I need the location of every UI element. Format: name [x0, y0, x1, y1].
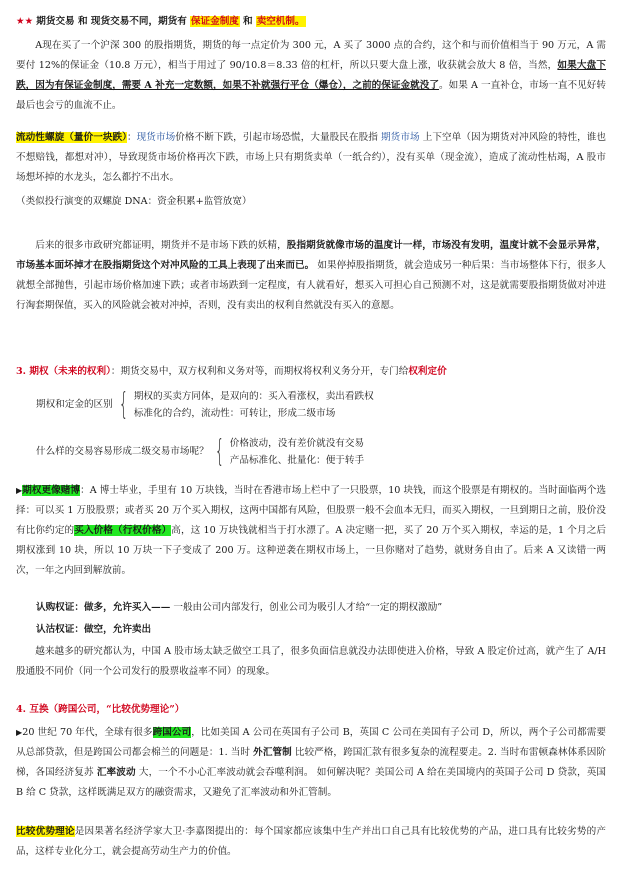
paragraph-short-tools: 越来越多的研究都认为，中国 A 股市场太缺乏做空工具了，很多负面信息就没办法即使进入价格，导致 A 股定价过高，就产生了 A/H 股通股不同价（同一个公司发行的股票收益率不同）的现象。: [16, 646, 606, 677]
text-run: A现在买了一个沪深 300 的股指期货，期货的每一点定价为 300 元，A 买了 3000 点的合约，这个和与而价值相当于 90 万元，A 需要付 12%的保证金（10.8 万元），相当于用过了 90/10.8＝8.33 倍的杠杆，所以只要大盘上涨，收获就会放大 8 倍，当然，: [16, 40, 606, 71]
highlight-liquidity-spiral: 流动性螺旋（量价一块跌）: [16, 132, 127, 143]
text-run: ：A 博士毕业，手里有 10 万块钱，当时在香港市场上栏中了一只股票，10 块钱，而这个股票是有期权的。当时面临两个选择：可以买 1 万股股票；或者买 20 万个买入期权，这两中国都有风险，但股票一般不会血本无归，而买入期权，一旦到期日之前，股价没有比你约定的: [16, 485, 606, 536]
text-run: 20 世纪 70 年代，全球有很多: [22, 727, 153, 738]
highlight-options-gamble: 期权更像赌博: [22, 485, 81, 496]
section-number: 4.: [16, 704, 27, 715]
bold-thermometer: 股指期货就像市场的温度计一样，市场没有发明，温度计就不会显示异常，市场基本面坏掉才在股指期货这个对冲风险的工具上表现了出来而已。: [16, 240, 607, 271]
text-run: 高，这 10 万块钱就相当于打水漂了。A 决定赌一把，买了 20 万个买入期权，幸运的是，1 个月之后期权涨到 10 块，所以 10 万块一下子变成了 200 万。这种逆袭在期权市场上，一旦你赌对了趋势，就财务自由了。后来 A 又读错一两次，一年之内回到解放前。: [16, 525, 607, 576]
text-run: 如何解决呢？美国公司 A 给在美国境内的英国子公司 D 贷款，英国 B 给 C 贷款，这样既满足双方的融资需求，又避免了汇率波动和外汇管制。: [16, 767, 607, 798]
highlight-comparative-advantage: 比较优势理论: [16, 826, 75, 837]
brace-item: 价格波动，没有差价就没有交易: [229, 438, 365, 449]
section-futures-heading: [16, 12, 606, 32]
brace-item: 标准化的合约，流动性：可转让，形成二级市场: [133, 408, 336, 419]
text-run: 大，一个不小心汇率波动就会吞噬利润。: [138, 767, 314, 778]
warrant-call-text: 一般由公司内部发行，创业公司为吸引人才给“一定的期权激励”: [173, 602, 443, 613]
section-number: 3.: [16, 366, 27, 377]
heading-pricing: 权利定价: [408, 366, 447, 377]
term-futures-market: 期货市场: [381, 132, 420, 143]
warrant-put: 认沽权证：做空，允许卖出: [36, 624, 152, 635]
triangle-bullet-icon: ▶: [16, 486, 23, 495]
text-run: 是因果著名经济学家大卫·李嘉图提出的：每个国家都应该集中生产并出口自己具有比较优势的产品，进口具有比较劣势的产品，这样专业化分工，就会提高劳动生产力的价值。: [16, 826, 606, 857]
text-run: 价格不断下跌，引起市场恐慌，大量股民在股指: [175, 132, 378, 143]
text-run: ，比如美国 A 公司在英国有子公司 B，英国 C 公司在美国有子公司 D，所以，两个子公司都需要从总部贷款，但是跨国公司都会棉兰的问题是：1. 当时: [16, 727, 606, 758]
paragraph-comparative-advantage: [16, 822, 606, 862]
highlight-short-selling: 卖空机制。: [256, 16, 305, 27]
text-run: ：: [127, 132, 137, 143]
star-icon: ★★: [16, 16, 34, 27]
paragraph-thermometer: [16, 236, 606, 316]
text-run: 比较严格，跨国汇款有很多复杂的流程要走。2. 当时布雷顿森林体系因阶梯，各国经济复苏: [16, 747, 607, 778]
paragraph-swap: [16, 723, 606, 803]
term-spot-market: 现货市场: [136, 132, 176, 143]
text-run: 后来的很多市政研究都证明，期货并不是市场下跌的妖精，: [35, 240, 287, 251]
heading-and: 和: [242, 16, 253, 27]
note-dna: （类似投行演变的双螺旋 DNA：资金积累+监管放宽）: [16, 196, 252, 207]
text-run: 如果停掉股指期货，就会造成另一种后果：当市场整体下行，很多人就想全部抛售，引起市场价格加速下跌；或者市场跌到一定程度，有人就看好，想买入可担心自己预测不对，这是就需要股指期货做对冲进行淘套期保值，买入的风险就会被对冲掉，否则，没有卖出的权利自然就没有买入的意愿。: [16, 260, 606, 311]
heading-text: 期权（未来的权利）: [29, 366, 111, 377]
brace-label: 期权和定金的区别: [36, 399, 113, 410]
brace-items: [230, 435, 364, 469]
paragraph-options-gamble: [16, 481, 606, 581]
brace-secondary-market: [36, 435, 364, 469]
highlight-strike-price: 买入价格（行权价格）: [74, 525, 172, 536]
brace-icon: {: [118, 387, 129, 422]
brace-item: 期权的买卖方同体，是双向的：买入看涨权，卖出看跌权: [133, 391, 374, 402]
brace-icon: {: [214, 434, 225, 469]
triangle-bullet-icon: ▶: [16, 728, 23, 737]
brace-items: [134, 388, 374, 422]
warrant-call: [36, 598, 606, 618]
highlight-multinational: 跨国公司: [152, 727, 192, 738]
highlight-margin-system: 保证金制度: [190, 16, 239, 27]
bold-fx-volatility: 汇率波动: [96, 767, 136, 778]
warrant-call-label: 认购权证：做多，允许买入——: [36, 602, 171, 613]
brace-options-vs-deposit: [36, 388, 374, 422]
section-options-heading: [16, 362, 606, 382]
heading-desc: ：期货交易中，双方权利和义务对等，而期权将权利义务分开，专门给: [110, 366, 409, 377]
brace-label: 什么样的交易容易形成二级交易市场呢？: [36, 446, 209, 457]
bold-fx-control: 外汇管制: [253, 747, 292, 758]
paragraph-liquidity-spiral: [16, 128, 606, 188]
underlined-warning: 如果大盘下跌，因为有保证金制度，需要 A 补充一定数额，如果不补就强行平仓（爆仓），之前的保证金就没了: [16, 60, 607, 91]
text-run: 。如果 A 一直补仓，市场一直不见好转最后也会亏的血流不止。: [16, 80, 606, 111]
section-swap-heading: [16, 700, 606, 720]
brace-item: 产品标准化、批量化：便于转手: [229, 455, 365, 466]
text-run: 上下空单（因为期货对冲风险的特性，谁也不想赔钱，都想对冲），导致现货市场价格再次下跌，市场上只有期货卖单（一纸合约），没有买单（现金流），造成了流动性枯竭，A 股市场想坏掉的水龙头，怎么都拧不出水。: [16, 132, 607, 183]
heading-text: 互换（跨国公司，“比较优势理论”）: [29, 704, 185, 715]
heading-text: 期货交易 和 现货交易不同，期货有: [36, 16, 187, 27]
paragraph-futures-example: [16, 36, 606, 116]
